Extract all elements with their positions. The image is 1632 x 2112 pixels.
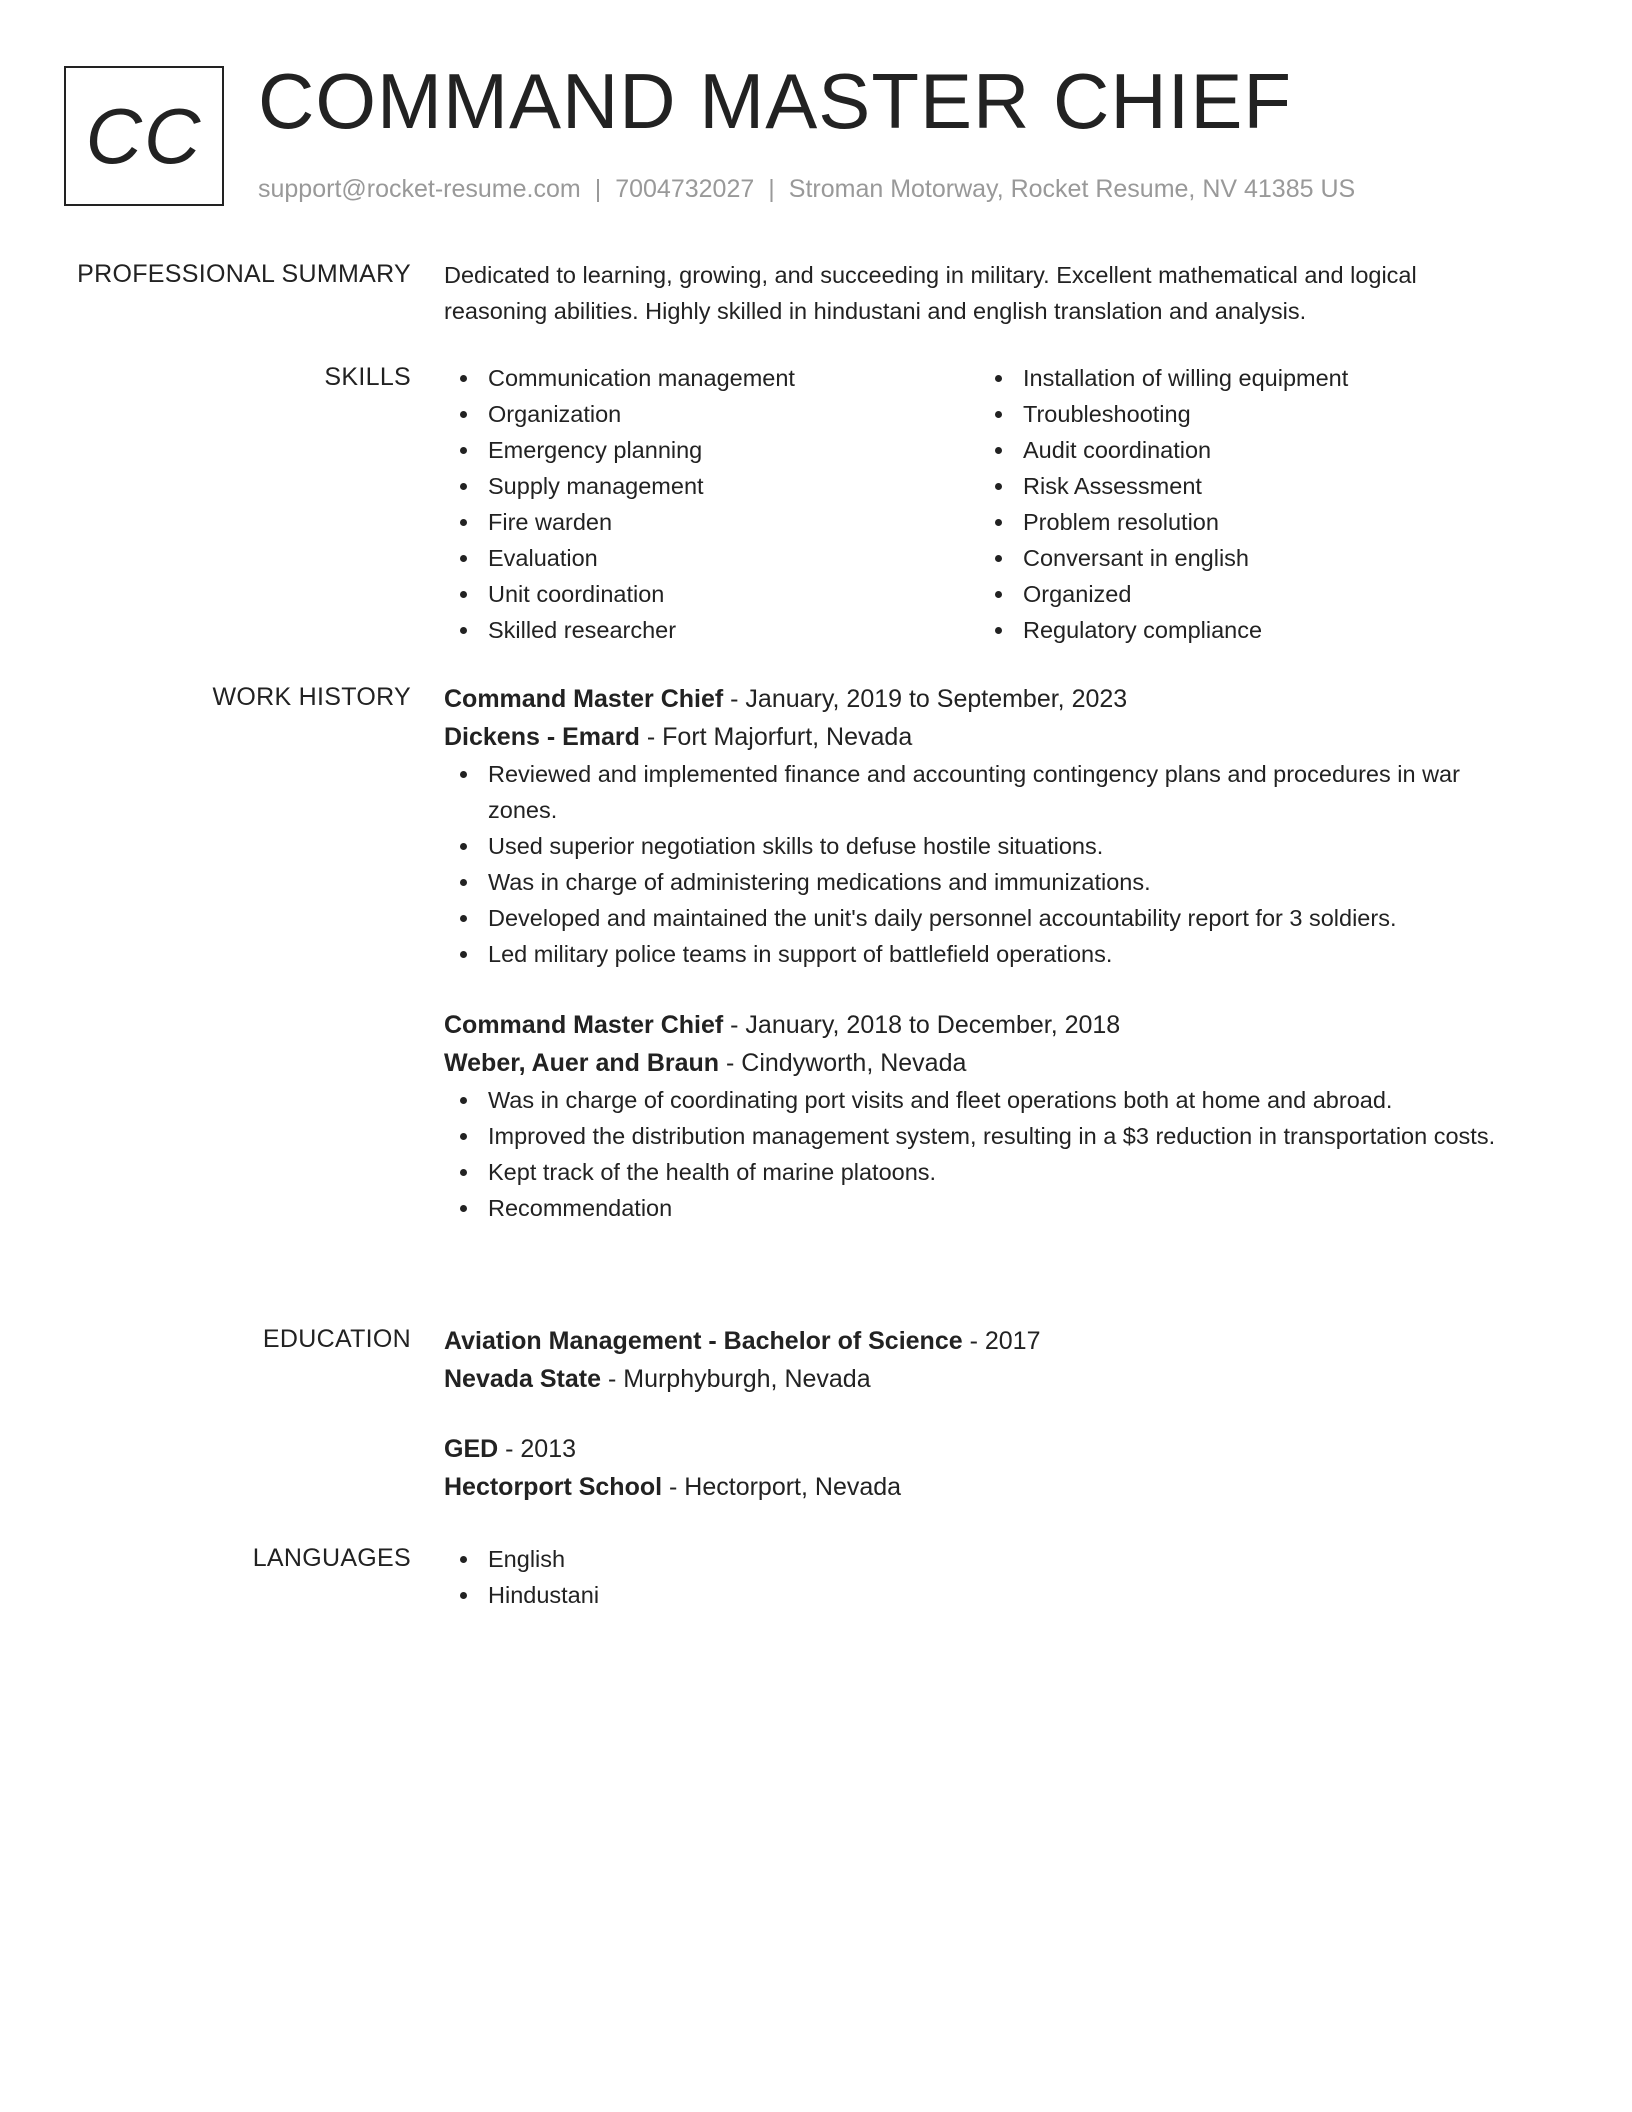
list-item: Developed and maintained the unit's daily personnel accountability report for 3 soldiers. [488,900,1514,936]
education-degree: GED [444,1435,499,1463]
skills-body [444,360,1514,648]
job-title: Command Master Chief [444,685,724,713]
section-heading-summary: PROFESSIONAL SUMMARY [77,260,411,288]
list-item: Risk Assessment [1023,468,1514,504]
list-item: Evaluation [488,540,979,576]
job-title: Command Master Chief [444,1011,724,1039]
job-bullets [444,756,1514,972]
contact-email[interactable]: support@rocket-resume.com [258,175,581,203]
list-item: Supply management [488,468,979,504]
list-item: Hindustani [488,1577,1514,1613]
languages-list [444,1541,1514,1613]
job-entry [444,1006,1514,1226]
list-item: Troubleshooting [1023,396,1514,432]
monogram-logo: CC [64,66,224,206]
section-heading-education: EDUCATION [262,1325,411,1353]
work-body [444,680,1514,1226]
section-heading-work: WORK HISTORY [212,683,411,711]
list-item: Organized [1023,576,1514,612]
list-item: Led military police teams in support of battlefield operations. [488,936,1514,972]
education-school-line [444,1468,1514,1506]
list-item: Was in charge of administering medications and immunizations. [488,864,1514,900]
section-heading-skills: SKILLS [324,363,411,391]
education-entry [444,1430,1514,1506]
job-title-line [444,680,1514,718]
candidate-name: COMMAND MASTER CHIEF [258,57,1292,145]
contact-line [258,172,1355,206]
list-item: Organization [488,396,979,432]
list-item: Kept track of the health of marine platoons. [488,1154,1514,1190]
education-body [444,1322,1514,1538]
education-degree-line [444,1430,1514,1468]
job-location: - Fort Majorfurt, Nevada [639,723,913,751]
list-item: Audit coordination [1023,432,1514,468]
job-company: Dickens - Emard [444,723,640,751]
education-school: Nevada State [444,1365,602,1393]
section-heading-languages: LANGUAGES [252,1544,411,1572]
job-company: Weber, Auer and Braun [444,1049,720,1077]
job-bullets [444,1082,1514,1226]
list-item: Problem resolution [1023,504,1514,540]
list-item: Fire warden [488,504,979,540]
education-year: - 2017 [962,1327,1041,1355]
skills-list-right [979,360,1514,648]
education-entry [444,1322,1514,1398]
education-school: Hectorport School [444,1473,663,1501]
job-title-line [444,1006,1514,1044]
list-item: Improved the distribution management system, resulting in a $3 reduction in transportation costs. [488,1118,1514,1154]
education-school-line [444,1360,1514,1398]
education-degree: Aviation Management - Bachelor of Science [444,1327,963,1355]
job-location: - Cindyworth, Nevada [719,1049,967,1077]
list-item: Communication management [488,360,979,396]
list-item: Installation of willing equipment [1023,360,1514,396]
skills-list-left [444,360,979,648]
languages-body [444,1541,1514,1613]
list-item: Skilled researcher [488,612,979,648]
contact-phone[interactable]: 7004732027 [615,175,755,203]
contact-address: Stroman Motorway, Rocket Resume, NV 41385 US [788,175,1356,203]
job-dates: - January, 2019 to September, 2023 [723,685,1128,713]
summary-text: Dedicated to learning, growing, and succeeding in military. Excellent mathematical and logical reasoning abilities. Highly skilled in hindustani and english translation and analysis. [444,262,1417,324]
list-item: Was in charge of coordinating port visits and fleet operations both at home and abroad. [488,1082,1514,1118]
contact-separator: | [768,175,775,203]
list-item: Conversant in english [1023,540,1514,576]
job-dates: - January, 2018 to December, 2018 [723,1011,1121,1039]
education-location: - Hectorport, Nevada [662,1473,902,1501]
job-company-line [444,718,1514,756]
list-item: Unit coordination [488,576,979,612]
education-degree-line [444,1322,1514,1360]
list-item: Emergency planning [488,432,979,468]
list-item: Reviewed and implemented finance and accounting contingency plans and procedures in war zones. [488,756,1514,828]
job-company-line [444,1044,1514,1082]
list-item: English [488,1541,1514,1577]
list-item: Regulatory compliance [1023,612,1514,648]
contact-separator: | [594,175,602,203]
list-item: Recommendation [488,1190,1514,1226]
education-year: - 2013 [498,1435,577,1463]
education-location: - Murphyburgh, Nevada [601,1365,871,1393]
list-item: Used superior negotiation skills to defuse hostile situations. [488,828,1514,864]
job-entry [444,680,1514,972]
